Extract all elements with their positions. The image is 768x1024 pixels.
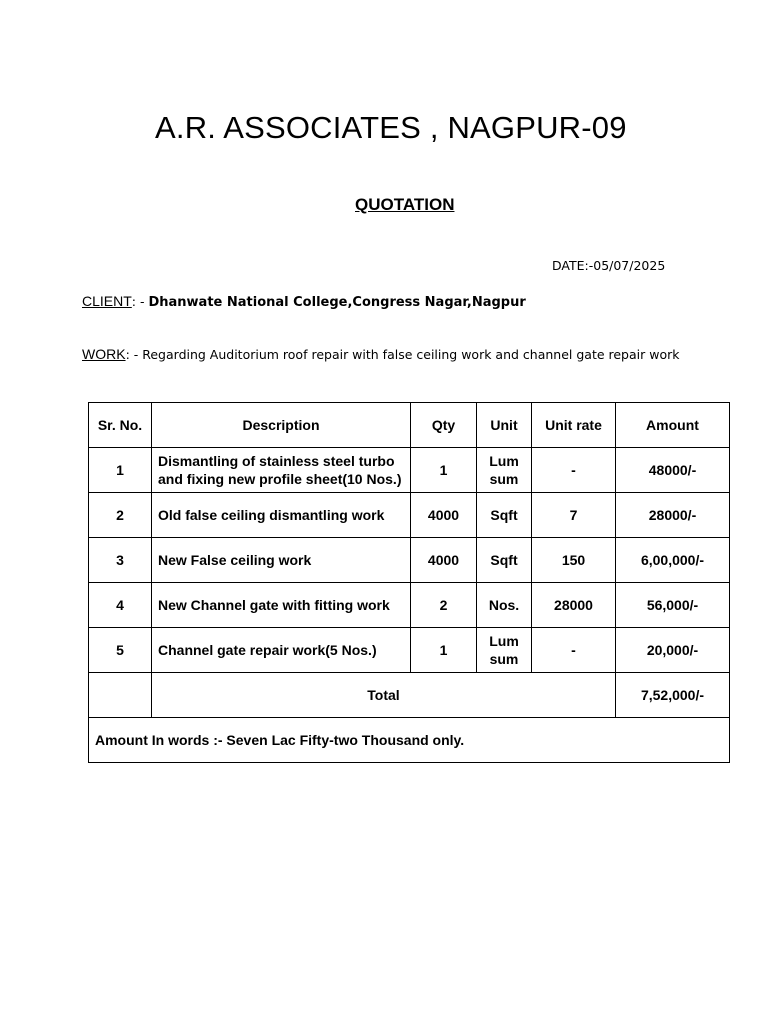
quotation-date: DATE:-05/07/2025 — [552, 258, 666, 273]
row-unit: Nos. — [477, 583, 532, 628]
row-unit-rate: 150 — [532, 538, 616, 583]
row-sr-no: 1 — [89, 448, 152, 493]
table-row — [89, 583, 730, 628]
table-row — [89, 538, 730, 583]
total-empty-cell — [89, 673, 152, 718]
work-label: WORK — [82, 346, 126, 362]
client-name: Dhanwate National College,Congress Nagar,Nagpur — [148, 295, 526, 310]
row-unit: Sqft — [477, 493, 532, 538]
row-unit-rate: 7 — [532, 493, 616, 538]
table-header-row — [89, 403, 730, 448]
row-unit-rate: - — [532, 448, 616, 493]
row-amount: 20,000/- — [616, 628, 730, 673]
row-unit: Lum sum — [477, 628, 532, 673]
row-amount: 56,000/- — [616, 583, 730, 628]
client-label: CLIENT — [82, 293, 132, 309]
row-description: New False ceiling work — [152, 538, 411, 583]
amount-in-words: Amount In words :- Seven Lac Fifty-two Thousand only. — [89, 718, 730, 763]
header-qty: Qty — [411, 403, 477, 448]
row-description: Dismantling of stainless steel turbo and fixing new profile sheet(10 Nos.) — [152, 448, 411, 493]
row-qty: 1 — [411, 628, 477, 673]
total-amount: 7,52,000/- — [616, 673, 730, 718]
work-line — [82, 346, 680, 362]
client-separator: : - — [131, 294, 149, 309]
row-description: Channel gate repair work(5 Nos.) — [152, 628, 411, 673]
document-title: QUOTATION — [355, 195, 455, 214]
row-unit: Sqft — [477, 538, 532, 583]
work-description: Regarding Auditorium roof repair with false ceiling work and channel gate repair work — [142, 347, 680, 362]
header-unit-rate: Unit rate — [532, 403, 616, 448]
total-row — [89, 673, 730, 718]
client-line — [82, 293, 526, 310]
row-sr-no: 2 — [89, 493, 152, 538]
row-sr-no: 4 — [89, 583, 152, 628]
row-description: Old false ceiling dismantling work — [152, 493, 411, 538]
row-amount: 48000/- — [616, 448, 730, 493]
work-separator: : - — [125, 347, 143, 362]
table-row — [89, 448, 730, 493]
row-amount: 6,00,000/- — [616, 538, 730, 583]
header-amount: Amount — [616, 403, 730, 448]
header-description: Description — [152, 403, 411, 448]
row-qty: 4000 — [411, 538, 477, 583]
header-sr-no: Sr. No. — [89, 403, 152, 448]
header-unit: Unit — [477, 403, 532, 448]
row-unit-rate: 28000 — [532, 583, 616, 628]
table-row — [89, 628, 730, 673]
row-amount: 28000/- — [616, 493, 730, 538]
table-row — [89, 493, 730, 538]
company-name: A.R. ASSOCIATES , NAGPUR-09 — [155, 110, 627, 145]
row-qty: 4000 — [411, 493, 477, 538]
amount-in-words-row — [89, 718, 730, 763]
row-unit: Lum sum — [477, 448, 532, 493]
row-sr-no: 3 — [89, 538, 152, 583]
row-sr-no: 5 — [89, 628, 152, 673]
total-label: Total — [152, 673, 616, 718]
row-qty: 1 — [411, 448, 477, 493]
row-qty: 2 — [411, 583, 477, 628]
row-unit-rate: - — [532, 628, 616, 673]
row-description: New Channel gate with fitting work — [152, 583, 411, 628]
quotation-table — [88, 402, 730, 763]
